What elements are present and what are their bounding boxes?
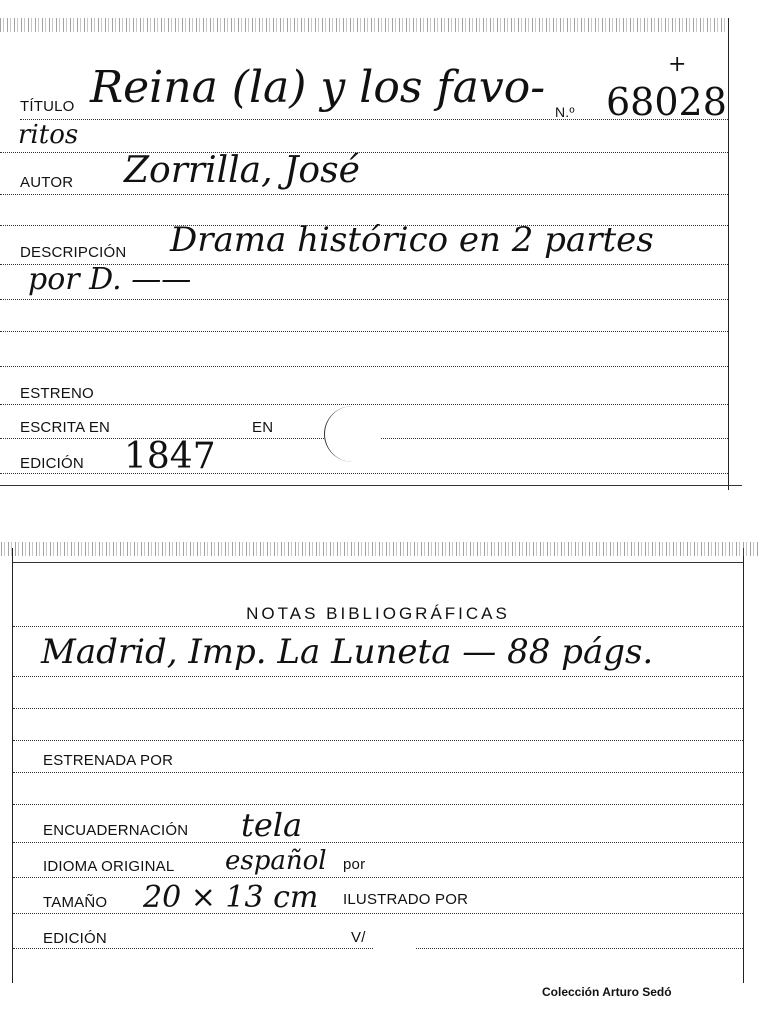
torn-gap [373, 914, 415, 974]
titulo-value: Reina (la) y los favo- [90, 62, 546, 113]
escrita-en-label: ESCRITA EN [20, 419, 111, 436]
edicion-back-label: EDICIÓN [43, 930, 107, 947]
encuadernacion-line [13, 842, 743, 843]
catalog-card-back [12, 548, 744, 983]
punch-hole [324, 406, 381, 462]
descripcion-value: Drama histórico en 2 partes [170, 220, 654, 260]
notas-title: NOTAS BIBLIOGRÁFICAS [246, 604, 510, 623]
en-label: EN [252, 419, 274, 436]
notas-line-1 [13, 676, 743, 677]
va-label: V/ [351, 929, 366, 946]
number-label: N.º [555, 104, 575, 120]
number-mark: + [668, 52, 687, 77]
edicion-label: EDICIÓN [20, 455, 84, 472]
descripcion-cont-line [0, 299, 728, 300]
blank-line-3 [13, 804, 743, 805]
card-edge-texture [0, 18, 728, 32]
collection-credit: Colección Arturo Sedó [542, 985, 672, 999]
tamano-label: TAMAÑO [43, 894, 108, 911]
titulo-label: TÍTULO [20, 98, 75, 115]
ilustrado-label: ILUSTRADO POR [343, 891, 469, 908]
estreno-label: ESTRENO [20, 385, 94, 402]
number-value: 68028 [606, 80, 727, 124]
idioma-value: español [225, 846, 327, 876]
notas-value: Madrid, Imp. La Luneta — 88 págs. [41, 632, 654, 672]
estrenada-line [13, 772, 743, 773]
estrenada-label: ESTRENADA POR [43, 752, 174, 769]
autor-line [0, 194, 728, 195]
titulo-continuation: ritos [18, 120, 79, 150]
edicion-value: 1847 [124, 436, 216, 477]
estreno-line [0, 404, 728, 405]
card-top-edge [13, 562, 743, 563]
por-label: por [343, 856, 366, 873]
encuadernacion-value: tela [241, 806, 303, 844]
titulo-line [20, 119, 728, 120]
card-edge-texture [1, 542, 759, 556]
descripcion-label: DESCRIPCIÓN [20, 244, 127, 261]
catalog-card-front [0, 18, 729, 490]
autor-value: Zorrilla, José [124, 150, 360, 191]
idioma-label: IDIOMA ORIGINAL [43, 858, 175, 875]
blank-line-1 [0, 331, 728, 332]
notas-line-0 [13, 626, 743, 627]
blank-line-2 [0, 366, 728, 367]
encuadernacion-label: ENCUADERNACIÓN [43, 822, 189, 839]
autor-label: AUTOR [20, 174, 74, 191]
notas-line-2 [13, 708, 743, 709]
tamano-value: 20 × 13 cm [143, 880, 319, 915]
titulo-cont-line [0, 152, 728, 153]
card-bottom-edge [0, 485, 742, 486]
edicion-line [0, 473, 728, 474]
descripcion-continuation: por D. —— [28, 262, 192, 297]
idioma-line [13, 877, 743, 878]
notas-line-3 [13, 740, 743, 741]
